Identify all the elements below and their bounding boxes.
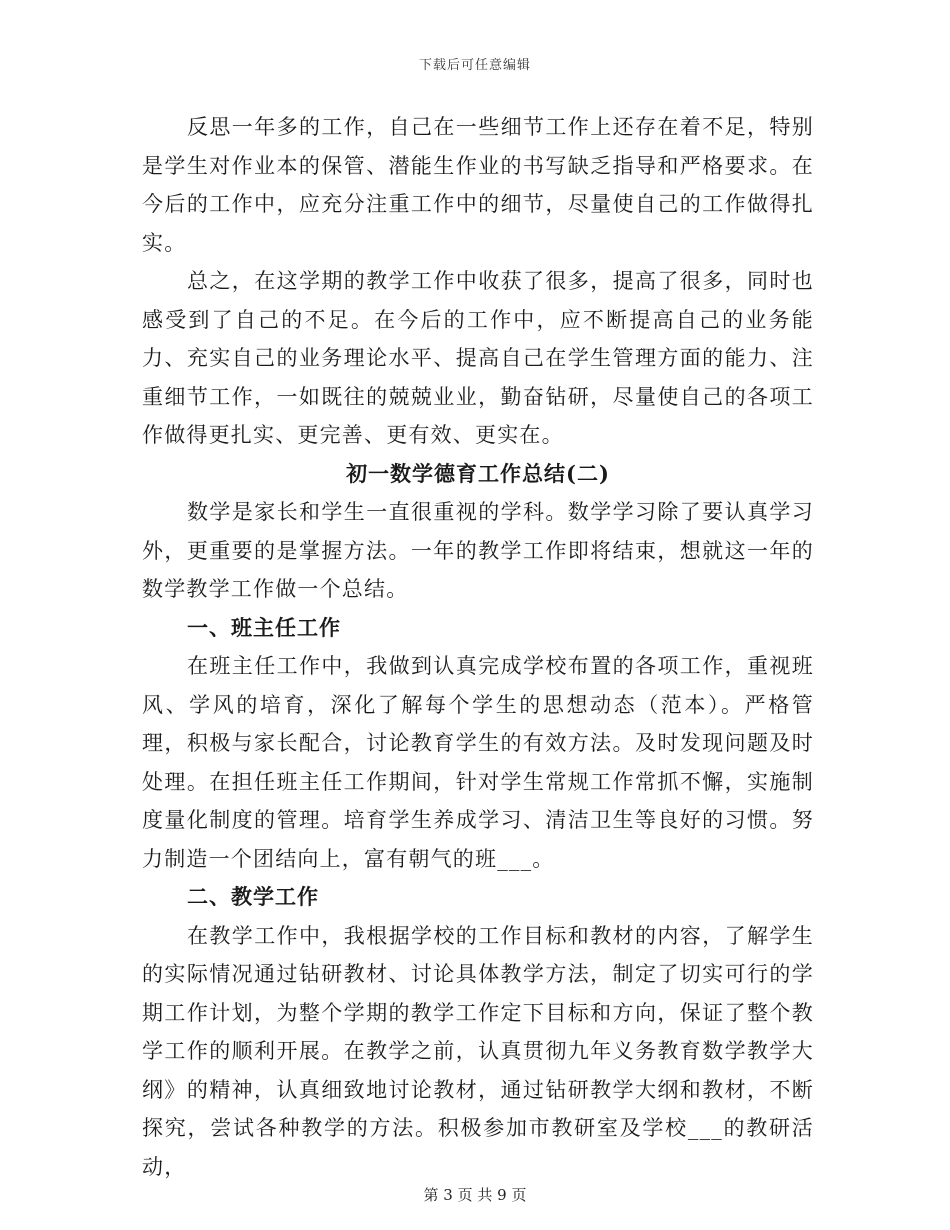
paragraph-reflection: 反思一年多的工作，自己在一些细节工作上还存在着不足，特别是学生对作业本的保管、潜能生作业的书写缺乏指导和严格要求。在今后的工作中，应充分注重工作中的细节，尽量使自己的工作做得扎实。	[142, 115, 814, 255]
paragraph-intro: 数学是家长和学生一直很重视的学科。数学学习除了要认真学习外，更重要的是掌握方法。一年的教学工作即将结束，想就这一年的数学教学工作做一个总结。	[142, 500, 814, 601]
page-footer: 第 3 页 共 9 页	[423, 1186, 527, 1204]
page-header: 下载后可任意编辑	[418, 58, 531, 73]
paragraph-class-teacher-work: 在班主任工作中，我做到认真完成学校布置的各项工作，重视班风、学风的培育，深化了解每个学生的思想动态（范本）。严格管理，积极与家长配合，讨论教育学生的有效方法。及时发现问题及时处理。在担任班主任工作期间，针对学生常规工作常抓不懈，实施制度量化制度的管理。培育学生养成学习、清洁卫生等良好的习惯。努力制造一个团结向上，富有朝气的班___。	[142, 654, 814, 871]
heading-teaching-work: 二、教学工作	[187, 884, 319, 909]
heading-class-teacher-work: 一、班主任工作	[187, 614, 341, 640]
section-title: 初一数学德育工作总结(二)	[346, 460, 610, 486]
paragraph-teaching-work: 在教学工作中，我根据学校的工作目标和教材的内容，了解学生的实际情况通过钻研教材、讨论具体教学方法，制定了切实可行的学期工作计划，为整个学期的教学工作定下目标和方向，保证了整个教学工作的顺利开展。在教学之前，认真贯彻九年义务教育数学教学大纲》的精神，认真细致地讨论教材，通过钻研教学大纲和教材，不断探究，尝试各种教学的方法。积极参加市教研室及学校___的教研活动，	[142, 923, 814, 1179]
paragraph-summary: 总之，在这学期的教学工作中收获了很多，提高了很多，同时也感受到了自己的不足。在今后的工作中，应不断提高自己的业务能力、充实自己的业务理论水平、提高自己在学生管理方面的能力、注重细节工作，一如既往的兢兢业业，勤奋钻研，尽量使自己的各项工作做得更扎实、更完善、更有效、更实在。	[142, 269, 814, 447]
document-body	[142, 108, 814, 1186]
